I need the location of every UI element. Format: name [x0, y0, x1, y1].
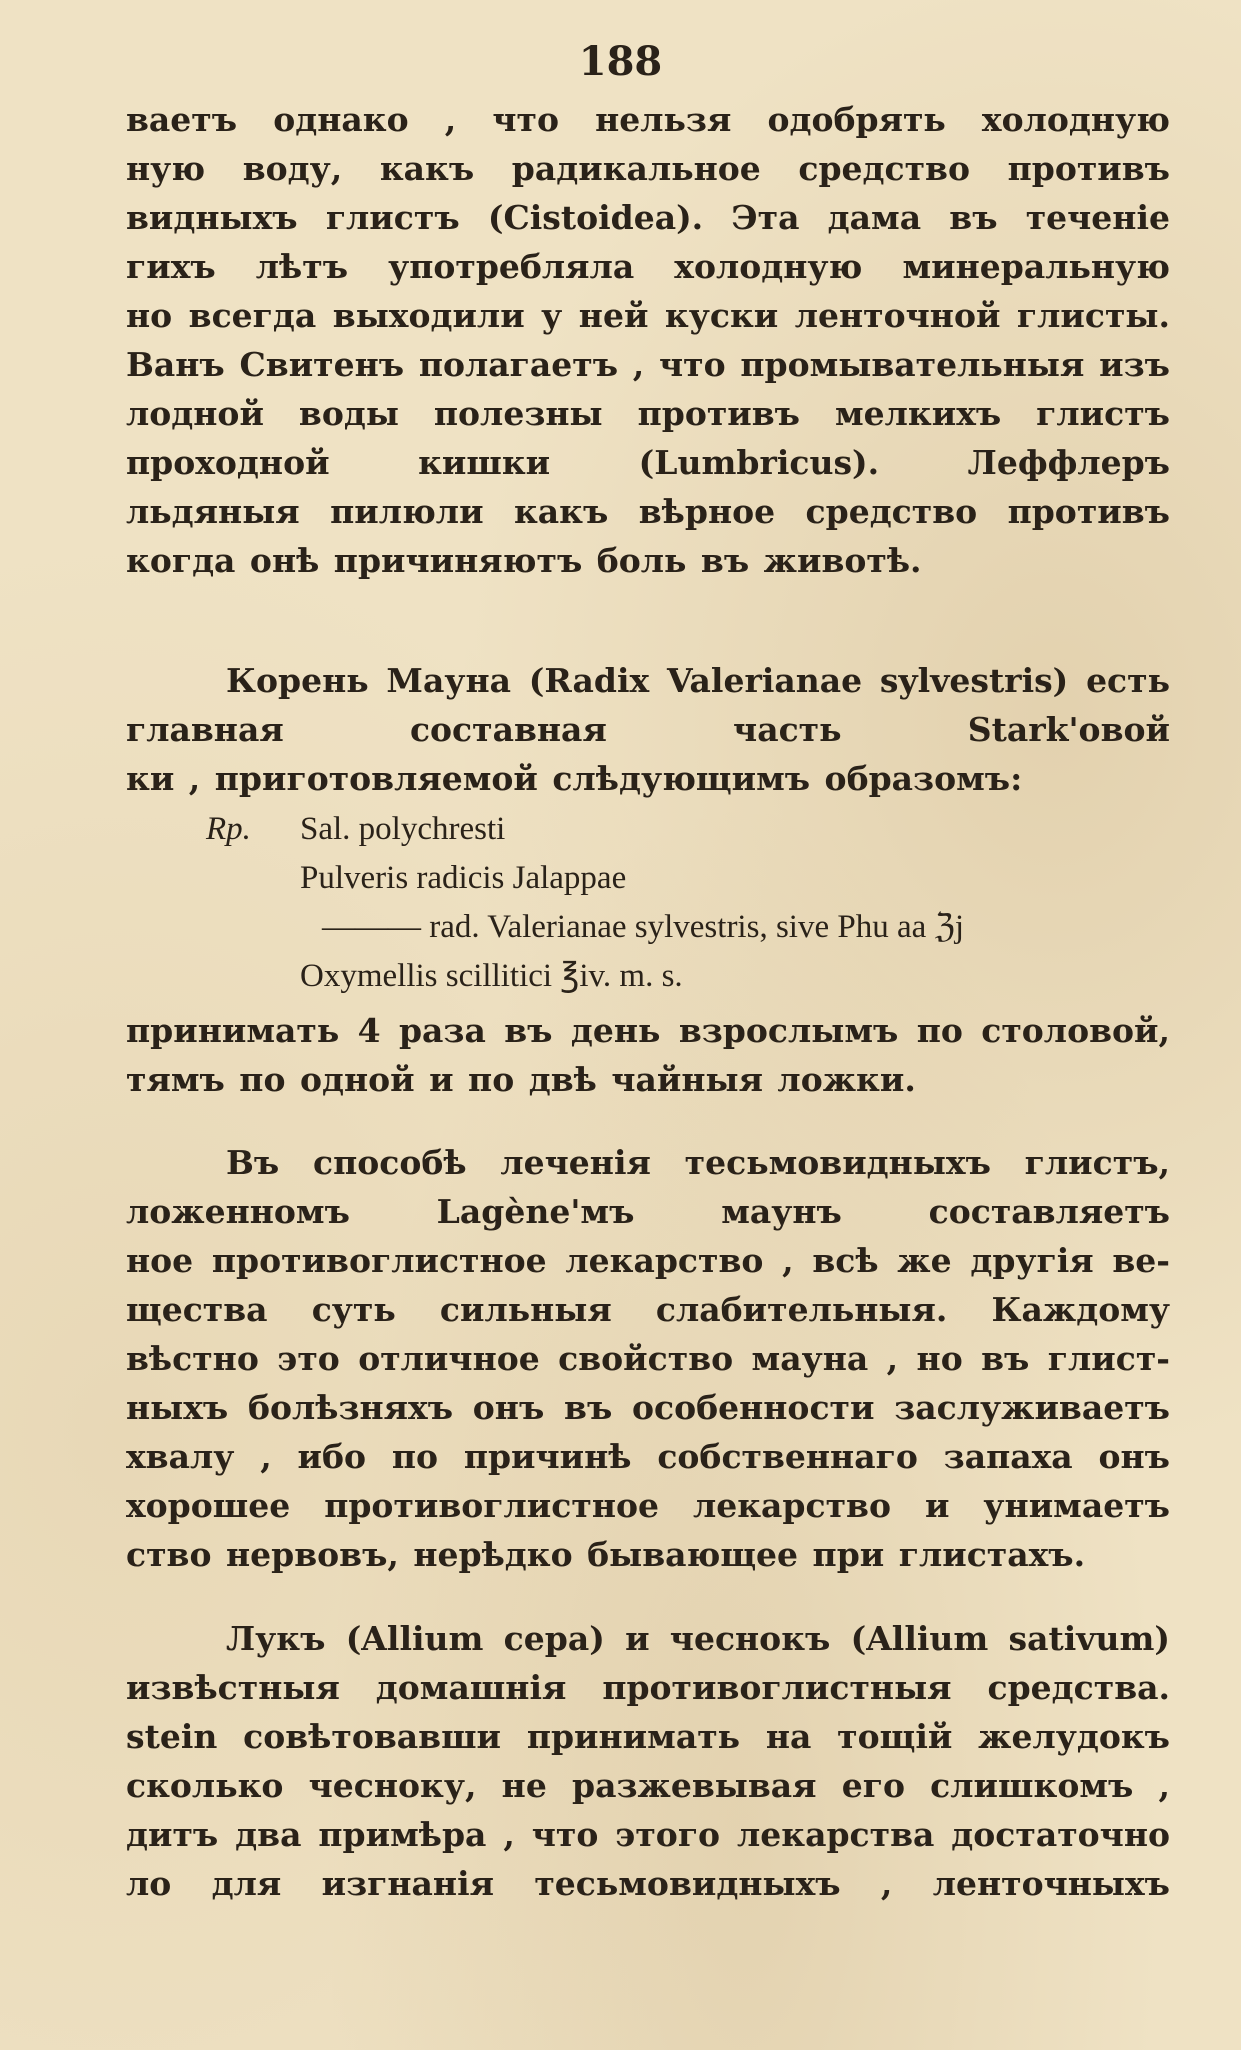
- text-line: ваетъ однако , что нельзя одобрять холодную: [126, 100, 1170, 139]
- recipe-mark: Rp.: [206, 811, 251, 847]
- paragraph-3: [126, 1006, 1170, 1104]
- text-line: тямъ по одной и по двѣ чайныя ложки.: [126, 1060, 916, 1099]
- text-line: ное противоглистное лекарство , всѣ же другія ве-: [126, 1241, 1170, 1280]
- paragraph-5: [126, 1614, 1170, 1908]
- text-line: принимать 4 раза въ день взрослымъ по столовой,: [126, 1011, 1170, 1050]
- text-line: хвалу , ибо по причинѣ собственнаго запаха онъ: [126, 1437, 1170, 1476]
- text-line: Корень Мауна (Radix Valerianae sylvestris) есть: [226, 661, 1170, 700]
- text-line: щества суть сильныя слабительныя. Каждому: [126, 1290, 1170, 1329]
- text-line: ки , приготовляемой слѣдующимъ образомъ:: [126, 759, 1023, 798]
- text-line: Лукъ (Allium cepa) и чеснокъ (Allium sativum): [226, 1619, 1170, 1658]
- text-line: но всегда выходили у ней куски ленточной глисты.: [126, 296, 1170, 335]
- text-line: видныхъ глистъ (Cistoidea). Эта дама въ теченіе: [126, 198, 1170, 237]
- formula-line: Sal. polychresti: [300, 811, 506, 847]
- paragraph-4: [126, 1138, 1170, 1579]
- text-line: главная составная часть Stark'овой: [126, 710, 1170, 749]
- formula-line: Oxymellis scillitici ℥iv. m. s.: [300, 958, 683, 994]
- text-line: stein совѣтовавши принимать на тощій желудокъ: [126, 1717, 1170, 1756]
- text-line: Ванъ Свитенъ полагаетъ , что промывательныя изъ: [126, 345, 1170, 384]
- formula-line: Pulveris radicis Jalappae: [300, 860, 627, 896]
- page-number: 188: [578, 38, 663, 85]
- text-line: проходной кишки (Lumbricus). Леффлеръ: [126, 443, 1170, 482]
- text-line: вѣстно это отличное свойство мауна , но въ глист-: [126, 1339, 1170, 1378]
- text-line: лодной воды полезны противъ мелкихъ глистъ: [126, 394, 1170, 433]
- text-line: ныхъ болѣзняхъ онъ въ особенности заслуживаетъ: [126, 1388, 1170, 1427]
- text-line: льдяныя пилюли какъ вѣрное средство противъ: [126, 492, 1170, 531]
- text-line: когда онѣ причиняютъ боль въ животѣ.: [126, 541, 922, 580]
- text-line: извѣстныя домашнія противоглистныя средства.: [126, 1668, 1170, 1707]
- text-line: ло для изгнанія тесьмовидныхъ , ленточныхъ: [126, 1864, 1170, 1903]
- text-line: ство нервовъ, нерѣдко бывающее при глистахъ.: [126, 1535, 1086, 1574]
- text-line: хорошее противоглистное лекарство и унимаетъ: [126, 1486, 1170, 1525]
- text-line: Въ способѣ леченія тесьмовидныхъ глистъ,: [226, 1143, 1170, 1182]
- paragraph-2: [126, 656, 1170, 803]
- paragraph-1: [126, 95, 1170, 585]
- text-line: сколько чесноку, не разжевывая его слишкомъ ,: [126, 1766, 1170, 1805]
- text-line: ную воду, какъ радикальное средство противъ: [126, 149, 1170, 188]
- text-line: дитъ два примѣра , что этого лекарства достаточно: [126, 1815, 1170, 1854]
- text-line: гихъ лѣтъ употребляла холодную минеральную: [126, 247, 1170, 286]
- formula-line: ——— rad. Valerianae sylvestris, sive Phu aa ℨj: [322, 909, 965, 945]
- text-line: ложенномъ Lagène'мъ маунъ составляетъ: [126, 1192, 1170, 1231]
